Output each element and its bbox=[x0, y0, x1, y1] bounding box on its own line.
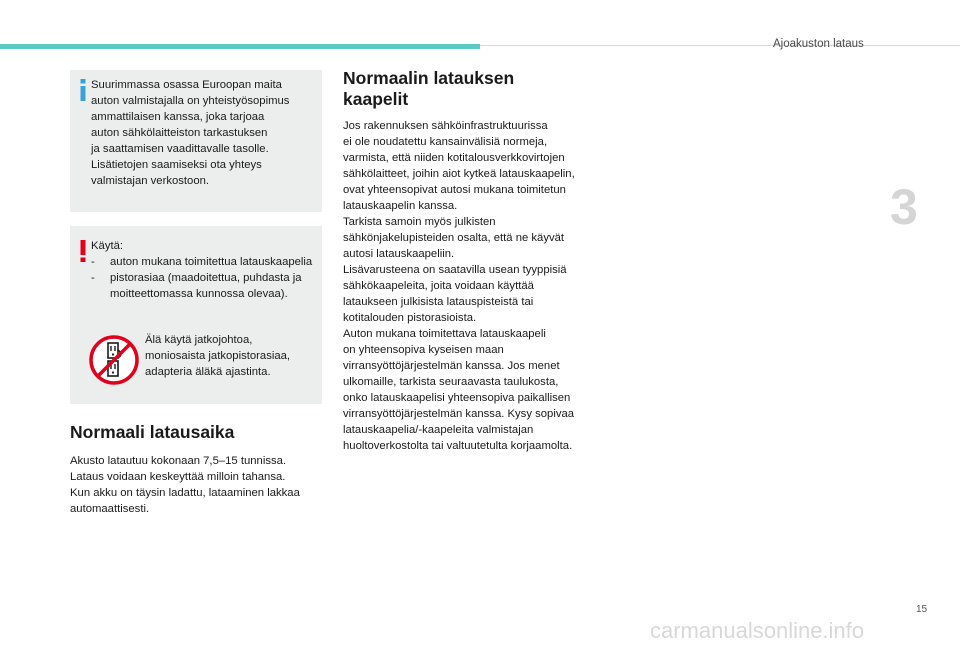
no-adapter-text: Älä käytä jatkojohtoa, moniosaista jatkopistorasiaa, adapteria äläkä ajastinta. bbox=[145, 334, 291, 378]
page-number: 15 bbox=[916, 604, 928, 615]
list-item-text: pistorasiaa (maadoitettua, puhdasta ja moitteettomassa kunnossa olevaa). bbox=[110, 272, 302, 300]
header-rule bbox=[480, 45, 960, 46]
section-title: Ajoakuston lataus bbox=[773, 38, 864, 50]
charge-time-text: Akusto latautuu kokonaan 7,5–15 tunnissa. Lataus voidaan keskeyttää milloin tahansa. Kun akku on täysin ladattu, lataaminen lakkaa automaattisesti. bbox=[70, 455, 300, 515]
watermark: carmanualsonline.info bbox=[650, 618, 865, 643]
chapter-number: 3 bbox=[890, 179, 918, 235]
list-item bbox=[91, 254, 319, 270]
header-accent-bar bbox=[0, 44, 480, 49]
list-item-text: auton mukana toimitettua latauskaapelia bbox=[110, 256, 313, 268]
info-icon bbox=[79, 79, 87, 101]
warning-list bbox=[91, 254, 319, 302]
charge-time-heading: Normaali latausaika bbox=[70, 422, 235, 442]
no-adapter-icon bbox=[88, 334, 140, 386]
warning-exclamation-icon bbox=[79, 240, 87, 262]
cables-heading: Normaalin latauksen kaapelit bbox=[343, 68, 515, 109]
warning-box bbox=[70, 226, 322, 404]
info-box bbox=[70, 70, 322, 212]
cables-text: Jos rakennuksen sähköinfrastruktuurissa ei ole noudatettu kansainvälisiä normeja, varmista, että niiden kotitalousverkkovirtojen sähkölaitteet, joihin aiot kytkeä latauskaapelin, ovat yhteensopivat autosi mukana toimitetun latauskaapelin kanssa. Tarkista samoin myös julkisten sähkönjakelupisteiden osalta, että ne käyvät autosi latauskaapeliin. Lisävarusteena on saatavilla usean tyyppisiä sähkökaapeleita, joita voidaan käyttää lataukseen julkisista latauspisteistä tai kotitalouden pistorasioista. Auton mukana toimitettava latauskaapeli on yhteensopiva kyseisen maan virransyöttöjärjestelmän kanssa. Jos menet ulkomaille, tarkista seuraavasta taulukosta, onko latauskaapelisi yhteensopiva paikallisen virransyöttöjärjestelmän kanssa. Kysy sopivaa latauskaapelia/-kaapeleita valmistajan huoltoverkostolta tai valtuutetulta korjaamolta. bbox=[343, 120, 575, 452]
warning-intro: Käytä: bbox=[91, 240, 124, 252]
list-dash: - bbox=[91, 256, 95, 268]
info-text: Suurimmassa osassa Euroopan maita auton valmistajalla on yhteistyösopimus ammattilaisen kanssa, joka tarjoaa auton sähkölaitteiston tarkastuksen ja saattamisen vaadittavalle tasolle. Lisätietojen saamiseksi ota yhteys valmistajan verkostoon. bbox=[91, 79, 290, 187]
list-dash: - bbox=[91, 272, 95, 284]
list-item bbox=[91, 270, 319, 302]
